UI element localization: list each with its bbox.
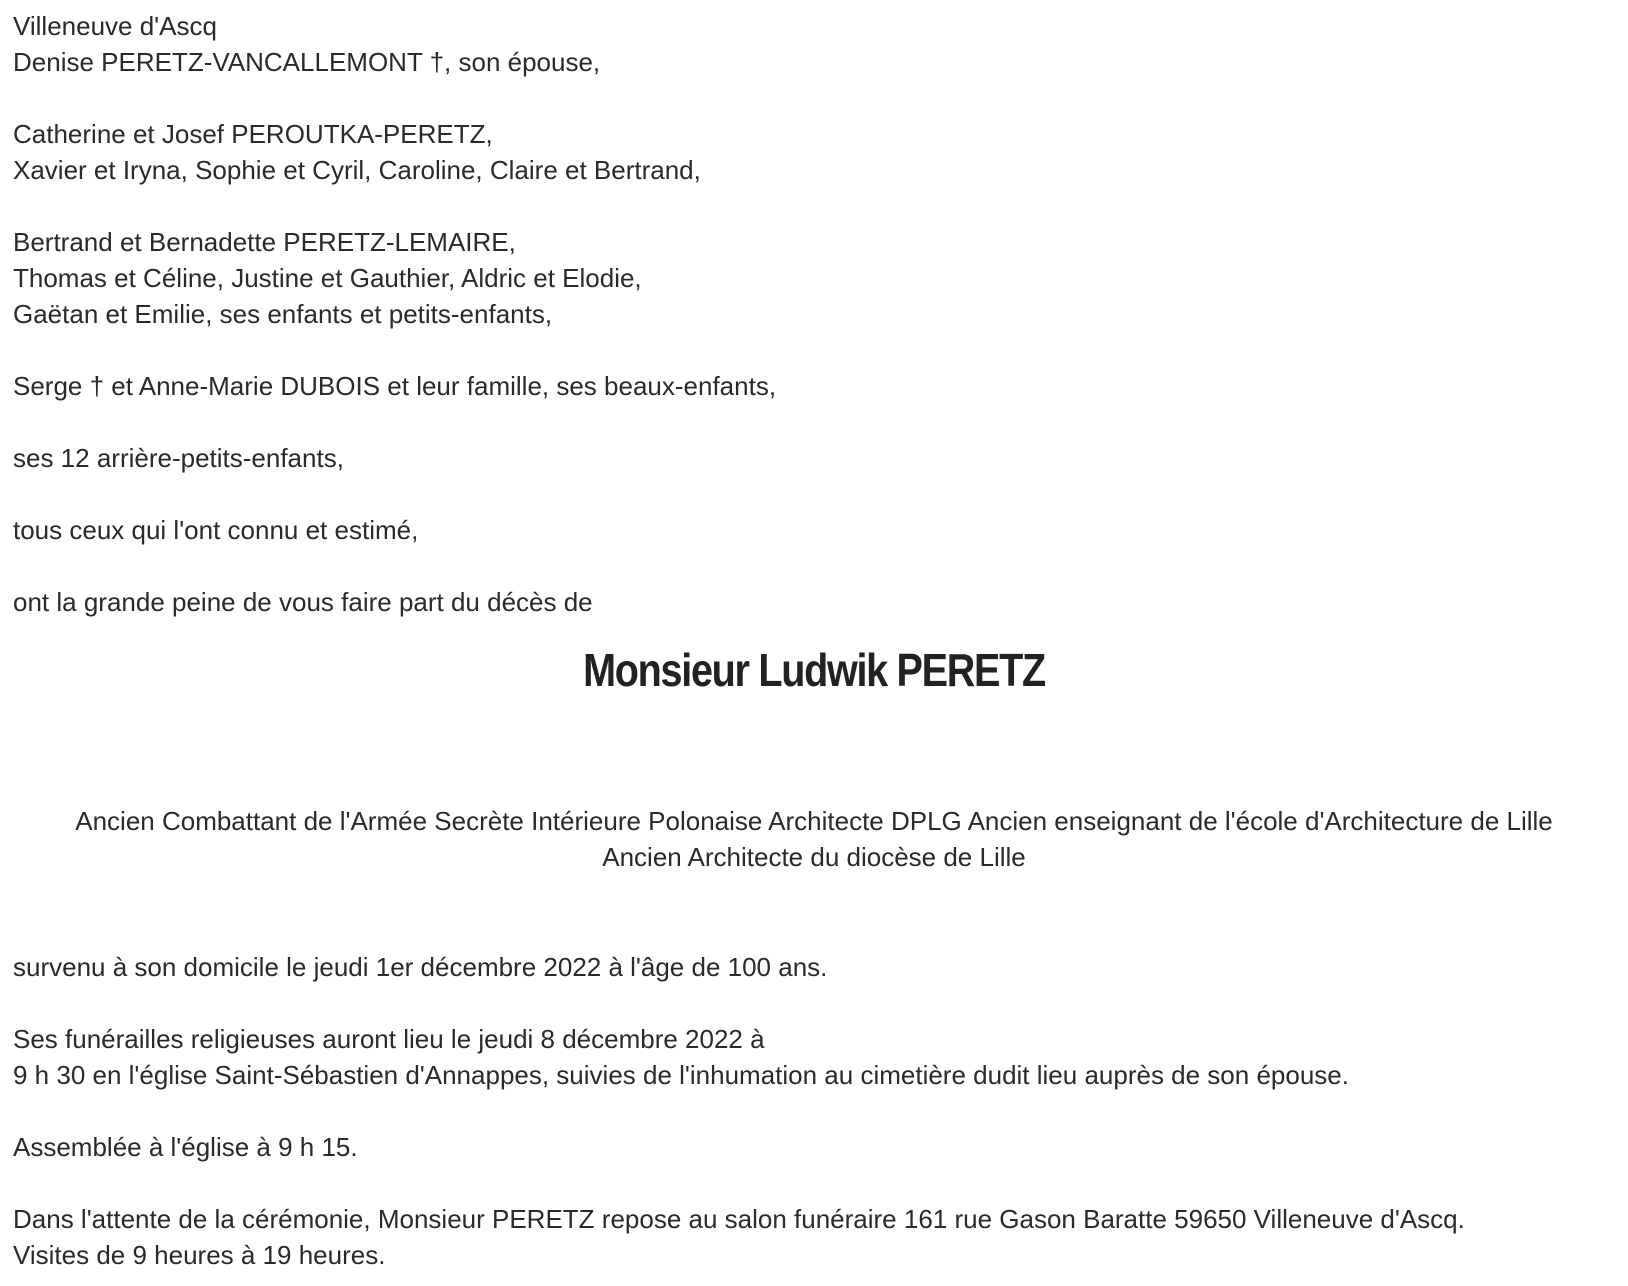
family-line: Xavier et Iryna, Sophie et Cyril, Caroline, Claire et Bertrand, (13, 155, 701, 185)
titles-line: Ancien Architecte du diocèse de Lille (602, 842, 1026, 872)
spouse-line: Denise PERETZ-VANCALLEMONT †, son épouse, (13, 47, 601, 77)
deceased-name: Monsieur Ludwik PERETZ (583, 644, 1045, 696)
family-line: Catherine et Josef PEROUTKA-PERETZ, (13, 119, 493, 149)
detail-line: survenu à son domicile le jeudi 1er décembre 2022 à l'âge de 100 ans. (13, 952, 828, 982)
family-line: ses 12 arrière-petits-enfants, (13, 443, 344, 473)
detail-line: Assemblée à l'église à 9 h 15. (13, 1132, 358, 1162)
announcement-line: ont la grande peine de vous faire part du décès de (13, 587, 593, 617)
detail-line: Visites de 9 heures à 19 heures. (13, 1240, 386, 1270)
family-line: Serge † et Anne-Marie DUBOIS et leur famille, ses beaux-enfants, (13, 371, 777, 401)
detail-line: Dans l'attente de la cérémonie, Monsieur PERETZ repose au salon funéraire 161 rue Gason Baratte 59650 Villeneuve d'Ascq. (13, 1204, 1465, 1234)
location-line: Villeneuve d'Ascq (13, 11, 217, 41)
family-line: Gaëtan et Emilie, ses enfants et petits-enfants, (13, 299, 553, 329)
family-line: Thomas et Céline, Justine et Gauthier, Aldric et Elodie, (13, 263, 642, 293)
detail-line: 9 h 30 en l'église Saint-Sébastien d'Annappes, suivies de l'inhumation au cimetière dudit lieu auprès de son épouse. (13, 1060, 1349, 1090)
family-line: Bertrand et Bernadette PERETZ-LEMAIRE, (13, 227, 516, 257)
family-line: tous ceux qui l'ont connu et estimé, (13, 515, 419, 545)
detail-line: Ses funérailles religieuses auront lieu le jeudi 8 décembre 2022 à (13, 1024, 765, 1054)
titles-line: Ancien Combattant de l'Armée Secrète Intérieure Polonaise Architecte DPLG Ancien enseignant de l'école d'Architecture de Lille (75, 806, 1553, 836)
